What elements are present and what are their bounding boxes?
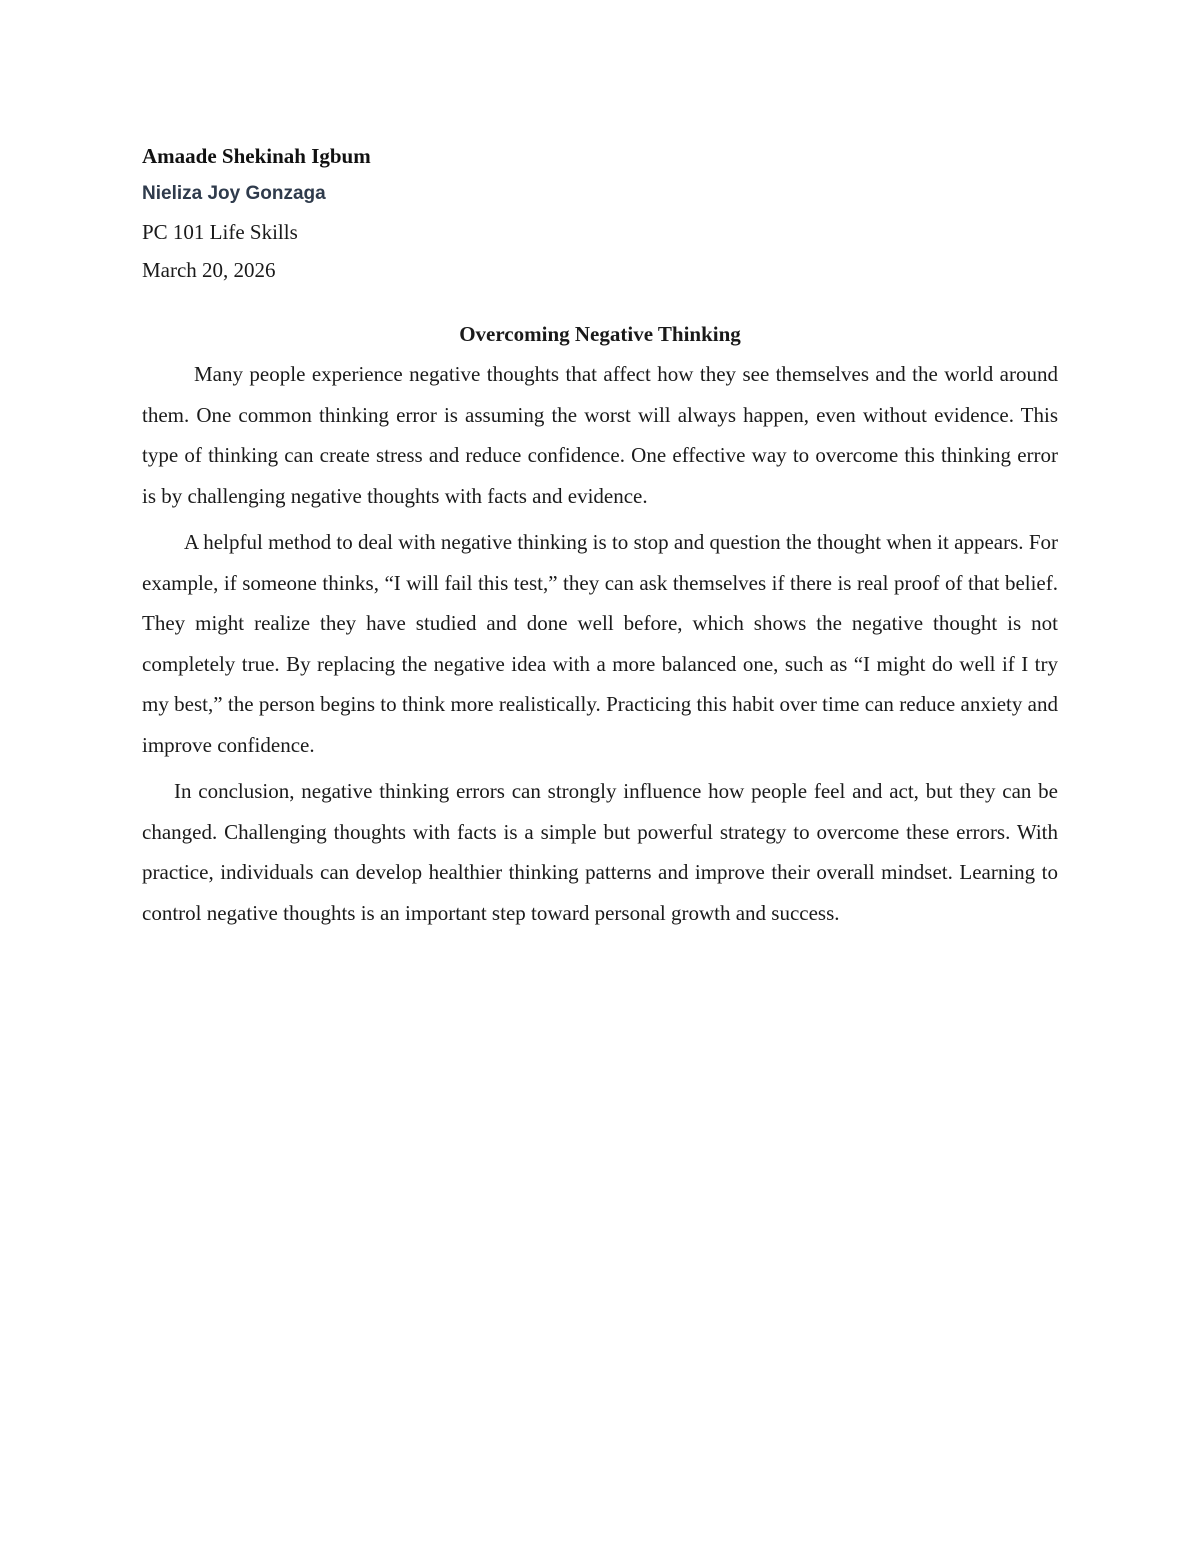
paragraph-introduction: Many people experience negative thoughts that affect how they see themselves and the world around them. One common thinking error is assuming the worst will always happen, even without evidence. This type of thinking can create stress and reduce confidence. One effective way to overcome this thinking error is by challenging negative thoughts with facts and evidence.: [142, 362, 1058, 508]
essay-title: Overcoming Negative Thinking: [459, 322, 741, 346]
course-name: PC 101 Life Skills: [142, 220, 298, 244]
paragraph-body: A helpful method to deal with negative thinking is to stop and question the thought when it appears. For example, if someone thinks, “I will fail this test,” they can ask themselves if there is real proof of that belief. They might realize they have studied and done well before, which shows the negative thought is not completely true. By replacing the negative idea with a more balanced one, such as “I might do well if I try my best,” the person begins to think more realistically. Practicing this habit over time can reduce anxiety and improve confidence.: [142, 530, 1058, 757]
paragraph-conclusion: In conclusion, negative thinking errors can strongly influence how people feel and act, but they can be changed. Challenging thoughts with facts is a simple but powerful strategy to overcome these errors. With practice, individuals can develop healthier thinking patterns and improve their overall mindset. Learning to control negative thoughts is an important step toward personal growth and success.: [142, 779, 1058, 925]
document-date: March 20, 2026: [142, 258, 276, 282]
student-name: Amaade Shekinah Igbum: [142, 144, 371, 168]
instructor-name: Nieliza Joy Gonzaga: [142, 183, 326, 204]
document-body: [142, 140, 1058, 939]
